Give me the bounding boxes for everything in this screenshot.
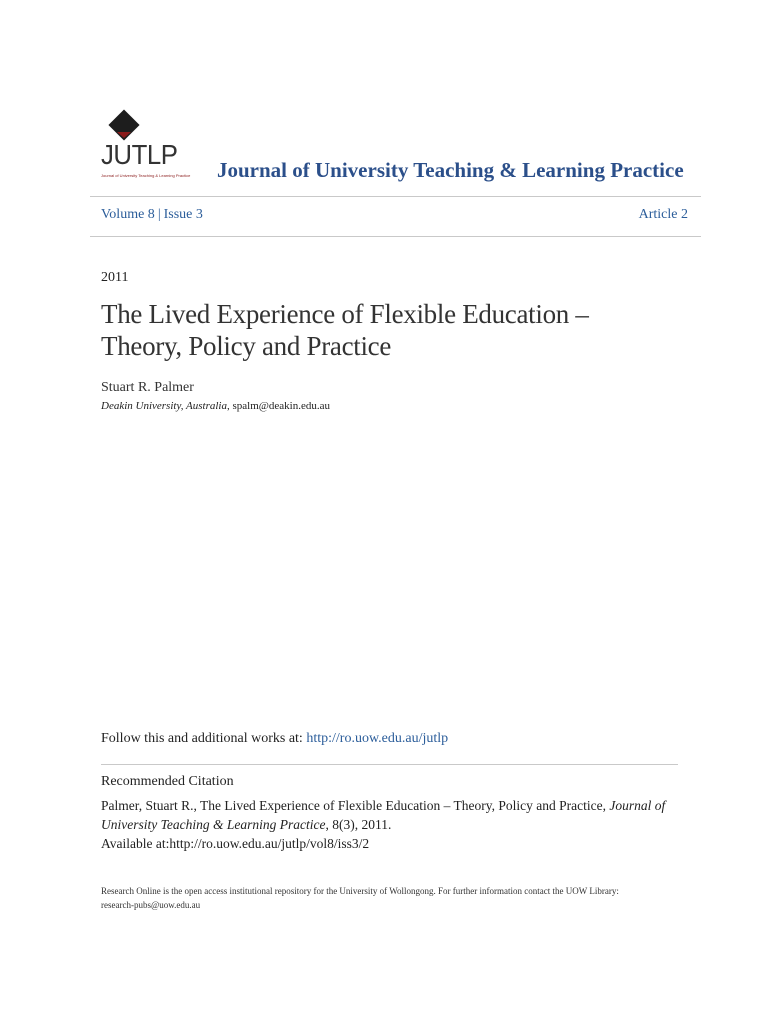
follow-label: Follow this and additional works at:: [101, 731, 307, 746]
publication-year: 2011: [101, 270, 129, 285]
footer-note: [101, 884, 661, 912]
header-bottom-divider: [90, 236, 701, 237]
article-link[interactable]: Article 2: [638, 207, 688, 222]
paper-title-line2: Theory, Policy and Practice: [101, 331, 392, 361]
follow-link[interactable]: http://ro.uow.edu.au/jutlp: [306, 731, 449, 746]
follow-line: [101, 731, 448, 747]
citation-divider: [101, 764, 678, 765]
logo-text: JUTLP: [101, 139, 178, 170]
volume-issue-separator: |: [157, 207, 161, 222]
volume-link[interactable]: Volume 8: [101, 207, 155, 222]
citation-text: [101, 796, 671, 853]
citation-part2: , 8(3), 2011.: [325, 817, 392, 832]
footer-line1: Research Online is the open access institutional repository for the University of Wollongong. For further information contact the UOW Library:: [101, 886, 619, 896]
journal-title[interactable]: Journal of University Teaching & Learning Practice: [217, 158, 684, 182]
recommended-citation-label: Recommended Citation: [101, 774, 234, 789]
header-top-divider: [90, 196, 701, 197]
citation-journal: Journal of University Teaching & Learning Practice: [101, 798, 666, 832]
author-name: Stuart R. Palmer: [101, 380, 194, 395]
paper-title: [101, 298, 661, 362]
affiliation-name: Deakin University, Australia: [101, 400, 227, 412]
paper-title-line1: The Lived Experience of Flexible Education –: [101, 299, 589, 329]
citation-part1: Palmer, Stuart R., The Lived Experience of Flexible Education – Theory, Policy and Practice,: [101, 798, 610, 813]
footer-email[interactable]: research-pubs@uow.edu.au: [101, 900, 201, 910]
logo-accent-icon: [117, 132, 131, 138]
citation-available: Available at:http://ro.uow.edu.au/jutlp/vol8/iss3/2: [101, 836, 370, 851]
logo-subtitle: Journal of University Teaching & Learning Practice: [101, 173, 191, 178]
author-email: , spalm@deakin.edu.au: [226, 400, 330, 412]
volume-issue: [101, 207, 203, 223]
journal-logo: [101, 110, 191, 184]
issue-link[interactable]: Issue 3: [163, 207, 203, 222]
author-affiliation: [101, 400, 330, 412]
